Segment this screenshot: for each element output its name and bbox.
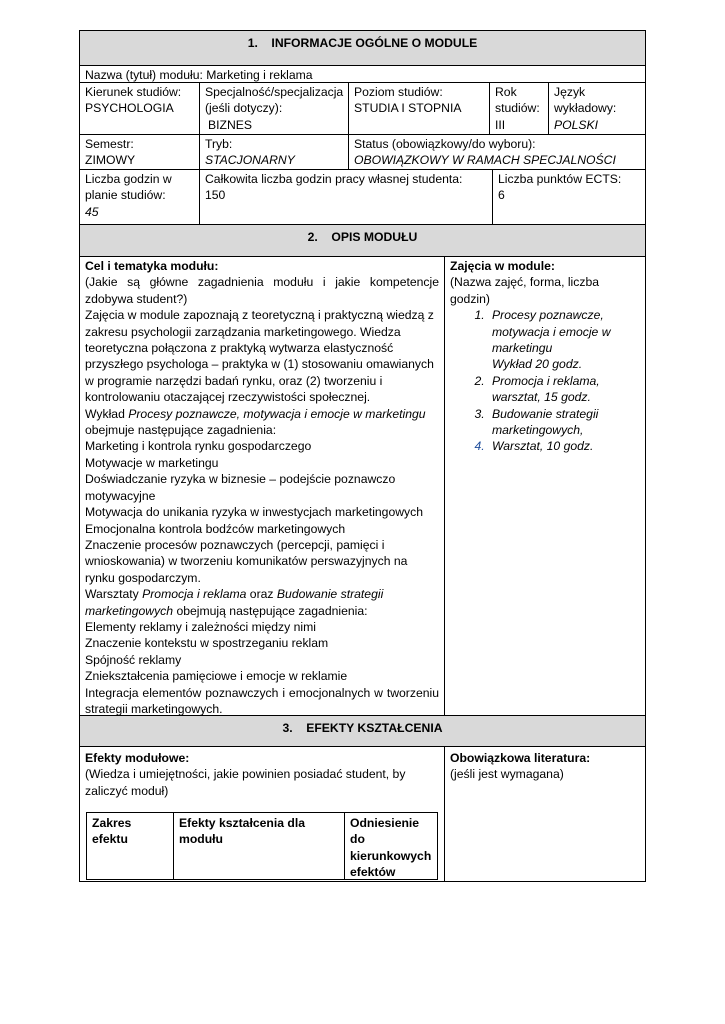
semester-value: ZIMOWY	[85, 153, 136, 168]
effects-col-scope: Zakres efektu	[92, 816, 132, 847]
section-1-title: 1. INFORMACJE OGÓLNE O MODULE	[247, 36, 478, 50]
lecture-topic: Motywacje w marketingu	[85, 455, 219, 470]
workshop-topic: Zniekształcenia pamięciowe i emocje w reklamie	[85, 669, 348, 684]
lecture-topic: Emocjonalna kontrola bodźców marketingowych	[85, 521, 346, 536]
lecture-topic: Znaczenie procesów poznawczych (percepcji, pamięci i wnioskowania) w tworzeniu komunikatów perswazyjnych na rynku gospodarczym.	[85, 537, 408, 585]
class-item	[488, 406, 640, 439]
semester-cell	[79, 134, 200, 170]
mode-value: STACJONARNY	[205, 153, 295, 168]
class-name: Budowanie strategii marketingowych,	[492, 406, 599, 438]
mode-label: Tryb:	[205, 137, 233, 151]
lecture-prefix: Wykład	[85, 406, 129, 421]
workshop-mid: oraz	[246, 587, 277, 602]
ects-label: Liczba punktów ECTS:	[498, 172, 622, 186]
own-work-cell	[199, 169, 493, 225]
field-value: PSYCHOLOGIA	[85, 101, 174, 116]
ects-cell	[492, 169, 646, 225]
effects-col-reference: Odniesienie do kierunkowych efektów	[350, 816, 432, 880]
workshop-topic: Elementy reklamy i zależności między nimi	[85, 619, 316, 634]
status-label: Status (obowiązkowy/do wyboru):	[354, 137, 536, 151]
module-intro: Zajęcia w module zapoznają z teoretyczną i praktyczną wiedzą z zakresu psychologii zarządzania marketingowego. Wiedza teoretyczna połączona z praktyką wytwarza elastyczność przyszłego psychologa – praktyka w (1) stosowaniu omawianych w programie narzędzi badań rynku, oraz (2) tworzeniu i kontrolowaniu otaczającej rzeczywistości społecznej.	[85, 308, 434, 405]
workshop-topic: Znaczenie kontekstu w spostrzeganiu reklam	[85, 636, 329, 651]
workshop-topic: Integracja elementów poznawczych i emocjonalnych w tworzeniu strategii marketingowych.	[85, 685, 439, 716]
ects-value: 6	[498, 188, 505, 203]
classes-list	[450, 307, 640, 455]
class-item	[488, 438, 640, 454]
workshop-suffix: obejmują następujące zagadnienia:	[173, 603, 368, 618]
effects-title: Efekty modułowe:	[85, 751, 190, 765]
year-cell	[489, 82, 549, 135]
language-label-2: wykładowy:	[554, 101, 617, 116]
lecture-line	[85, 406, 439, 439]
status-value: OBOWIĄZKOWY W RAMACH SPECJALNOŚCI	[354, 153, 616, 168]
language-value: POLSKI	[554, 117, 599, 132]
effects-question: (Wiedza i umiejętności, jakie powinien posiadać student, by zaliczyć moduł)	[85, 767, 406, 799]
section-2-header	[79, 224, 646, 257]
workshop-prefix: Warsztaty	[85, 587, 143, 602]
hours-cell	[79, 169, 200, 225]
classes-title: Zajęcia w module:	[450, 259, 555, 273]
section-3-title: 3. EFEKTY KSZTAŁCENIA	[282, 721, 443, 735]
literature-title: Obowiązkowa literatura:	[450, 751, 591, 765]
year-label-2: studiów:	[495, 101, 540, 116]
classes-question: (Nazwa zajęć, forma, liczba godzin)	[450, 275, 600, 306]
lecture-suffix: obejmuje następujące zagadnienia:	[85, 423, 277, 438]
hours-label: Liczba godzin w	[85, 172, 172, 186]
workshop-title-1: Promocja i reklama	[142, 587, 247, 602]
hours-label-2: planie studiów:	[85, 188, 166, 203]
language-label: Język	[554, 85, 586, 99]
section-3-header	[79, 715, 646, 747]
class-item	[488, 373, 640, 406]
specialization-cell	[199, 82, 349, 135]
status-cell	[348, 134, 646, 170]
semester-label: Semestr:	[85, 137, 134, 151]
hours-value: 45	[85, 204, 99, 219]
specialization-value: BIZNES	[208, 117, 253, 132]
own-work-value: 150	[205, 188, 226, 203]
section-2-title: 2. OPIS MODUŁU	[307, 230, 418, 244]
specialization-label: Specjalność/specjalizacja	[205, 85, 344, 99]
goal-question: (Jakie są główne zagadnienia modułu i jakie kompetencje zdobywa student?)	[85, 275, 439, 306]
lecture-title: Procesy poznawcze, motywacja i emocje w marketingu	[128, 406, 426, 421]
level-cell	[348, 82, 490, 135]
class-name: Warsztat, 10 godz.	[492, 439, 594, 454]
specialization-note: (jeśli dotyczy):	[205, 101, 283, 116]
module-name: Nazwa (tytuł) modułu: Marketing i reklama	[85, 68, 313, 82]
own-work-label: Całkowita liczba godzin pracy własnej studenta:	[205, 172, 463, 186]
module-name-cell	[79, 65, 646, 83]
lecture-topic: Marketing i kontrola rynku gospodarczego	[85, 439, 312, 454]
field-cell	[79, 82, 200, 135]
year-value: III	[495, 117, 506, 132]
section-1-header	[79, 30, 646, 66]
language-cell	[548, 82, 646, 135]
year-label: Rok	[495, 85, 517, 99]
lecture-topic: Doświadczanie ryzyka w biznesie – podejście poznawczo motywacyjne	[85, 472, 396, 503]
level-value: STUDIA I STOPNIA	[354, 101, 462, 116]
field-label: Kierunek studiów:	[85, 85, 182, 99]
class-name: Procesy poznawcze, motywacja i emocje w marketingu	[492, 308, 611, 356]
effects-header-reference	[344, 812, 438, 880]
effects-header-scope	[86, 812, 174, 880]
workshop-line	[85, 586, 439, 619]
classes-cell	[444, 256, 646, 716]
workshop-topic: Spójność reklamy	[85, 652, 182, 667]
level-label: Poziom studiów:	[354, 85, 443, 99]
goal-title: Cel i tematyka modułu:	[85, 259, 219, 273]
effects-col-outcomes: Efekty kształcenia dla modułu	[179, 816, 305, 847]
lecture-topic: Motywacja do unikania ryzyka w inwestycjach marketingowych	[85, 505, 424, 520]
class-extra: Wykład 20 godz.	[492, 357, 583, 372]
class-item	[488, 307, 640, 373]
literature-cell	[444, 746, 646, 882]
class-name: Promocja i reklama, warsztat, 15 godz.	[492, 373, 600, 405]
literature-question: (jeśli jest wymagana)	[450, 767, 564, 782]
effects-header-outcomes	[173, 812, 345, 880]
workshop-title-2: Budowanie strategii marketingowych	[85, 587, 384, 618]
module-description-cell	[79, 256, 445, 716]
mode-cell	[199, 134, 349, 170]
